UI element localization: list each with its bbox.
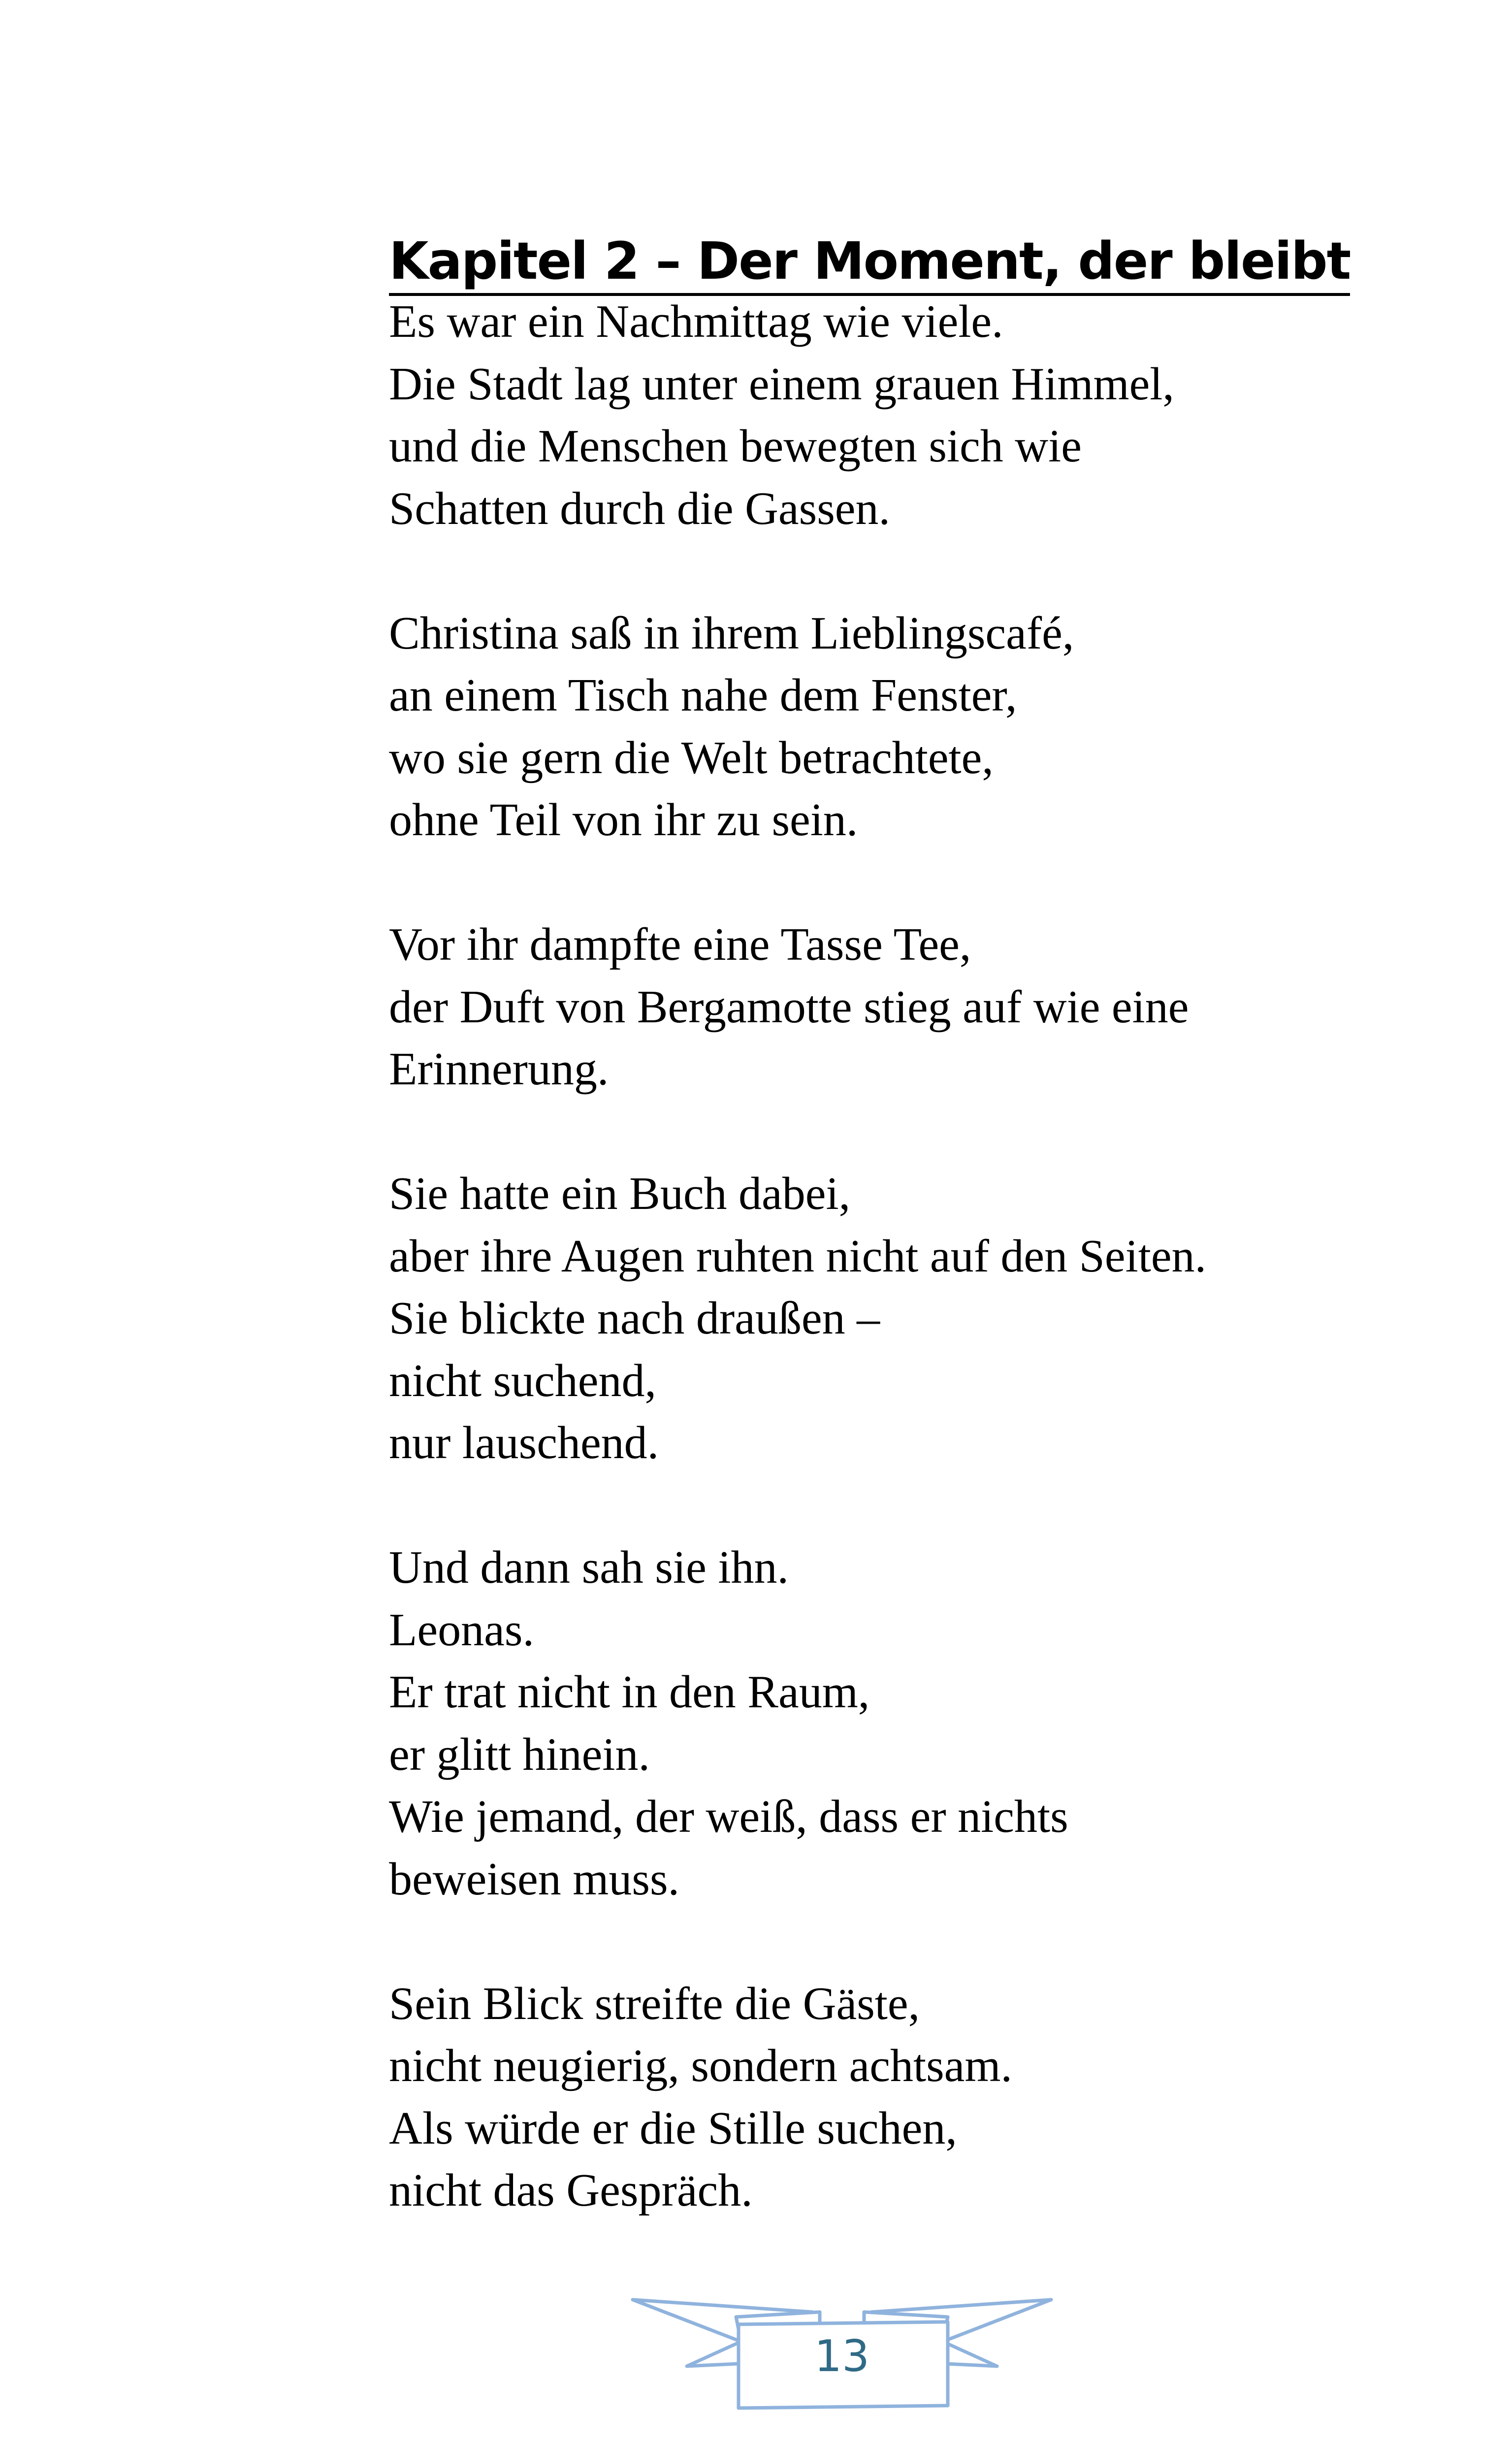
poem-line: aber ihre Augen ruhten nicht auf den Seiten.: [389, 1230, 1207, 1282]
poem-line: nicht das Gespräch.: [389, 2165, 753, 2216]
stanza-gap: [389, 540, 1374, 602]
stanza-gap: [389, 1101, 1374, 1163]
poem-line: Wie jemand, der weiß, dass er nichts: [389, 1791, 1068, 1842]
poem-line: der Duft von Bergamotte stieg auf wie eine: [389, 981, 1189, 1033]
stanza: [389, 1536, 1374, 1910]
stanza: [389, 1163, 1374, 1474]
poem-line: Leonas.: [389, 1604, 534, 1656]
poem-line: nur lauschend.: [389, 1417, 659, 1468]
chapter-title: [389, 231, 1374, 291]
poem-line: Christina saß in ihrem Lieblingscafé,: [389, 607, 1074, 659]
poem-line: ohne Teil von ihr zu sein.: [389, 794, 858, 846]
poem-line: nicht suchend,: [389, 1355, 656, 1406]
poem-line: Er trat nicht in den Raum,: [389, 1666, 870, 1718]
poem-line: Und dann sah sie ihn.: [389, 1542, 789, 1593]
poem-line: Vor ihr dampfte eine Tasse Tee,: [389, 919, 971, 970]
poem-line: Die Stadt lag unter einem grauen Himmel,: [389, 358, 1174, 410]
poem-line: er glitt hinein.: [389, 1728, 650, 1780]
page-number: 13: [814, 2331, 869, 2381]
stanza-gap: [389, 1474, 1374, 1537]
chapter-title-text: Kapitel 2 – Der Moment, der bleibt: [389, 231, 1350, 296]
poem-line: beweisen muss.: [389, 1853, 680, 1905]
poem-line: Als würde er die Stille suchen,: [389, 2102, 957, 2154]
page-content: [389, 231, 1374, 2222]
poem-line: Sein Blick streifte die Gäste,: [389, 1978, 920, 2029]
poem-line: Sie hatte ein Buch dabei,: [389, 1168, 851, 1219]
poem-line: an einem Tisch nahe dem Fenster,: [389, 670, 1017, 721]
stanza: [389, 913, 1374, 1101]
stanza: [389, 602, 1374, 851]
stanza: [389, 1973, 1374, 2222]
stanza-gap: [389, 1910, 1374, 1973]
poem-line: Sie blickte nach draußen –: [389, 1293, 880, 1344]
poem-line: wo sie gern die Welt betrachtete,: [389, 732, 994, 783]
poem-line: Es war ein Nachmittag wie viele.: [389, 296, 1003, 347]
stanza: [389, 291, 1374, 540]
stanza-gap: [389, 851, 1374, 914]
poem-line: nicht neugierig, sondern achtsam.: [389, 2040, 1013, 2091]
poem-line: und die Menschen bewegten sich wie: [389, 421, 1082, 472]
poem-line: Erinnerung.: [389, 1043, 609, 1095]
poem-line: Schatten durch die Gassen.: [389, 483, 891, 534]
poem-body: [389, 291, 1374, 2222]
